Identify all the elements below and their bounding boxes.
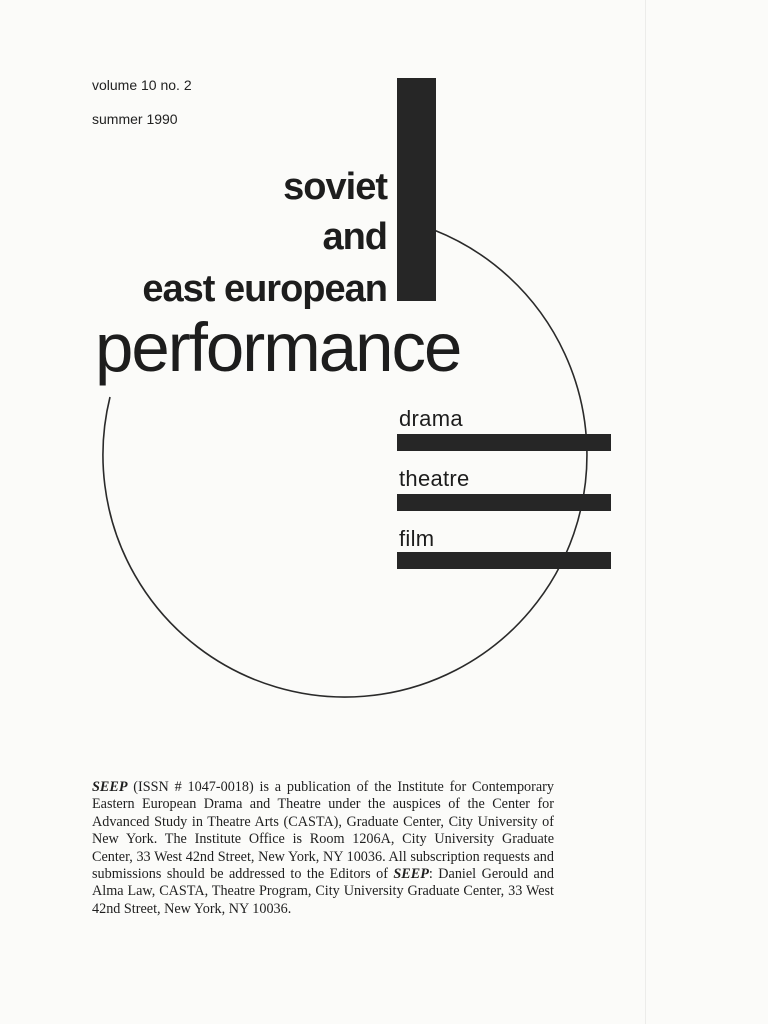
vertical-bar [397, 78, 436, 301]
seep-name-2: SEEP [393, 866, 429, 883]
title-soviet: soviet [283, 166, 387, 208]
category-film-bar [397, 552, 611, 569]
category-theatre: theatre [399, 466, 470, 491]
publication-info [92, 779, 554, 918]
page-edge [645, 0, 646, 1024]
category-film: film [399, 526, 435, 551]
title-performance: performance [95, 309, 461, 386]
seep-name: SEEP [92, 779, 128, 795]
category-drama-bar [397, 434, 611, 451]
category-drama: drama [399, 406, 463, 431]
publication-info-text-1: (ISSN # 1047-0018) is a publication of the Institute for Contemporary Eastern European Drama and Theatre under the auspices of the Center for Advanced Study in Theatre Arts (CASTA), Graduate Center, City University of New York. The Institute Office is Room 1206A, City University Graduate Center, 33 West 42nd Street, New York, NY 10036. All subscription requests and submissions should be addressed to the Editors of [92, 779, 554, 883]
category-theatre-bar [397, 494, 611, 511]
publication-info-text-2: : Daniel Gerould and Alma Law, CASTA, Theatre Program, City University Graduate Center, 33 West 42nd Street, New York, NY 10036. [92, 866, 555, 917]
title-east-european: east european [142, 268, 387, 310]
volume-number: volume 10 no. 2 [92, 77, 192, 93]
issue-season: summer 1990 [92, 111, 178, 127]
title-and: and [322, 216, 387, 258]
